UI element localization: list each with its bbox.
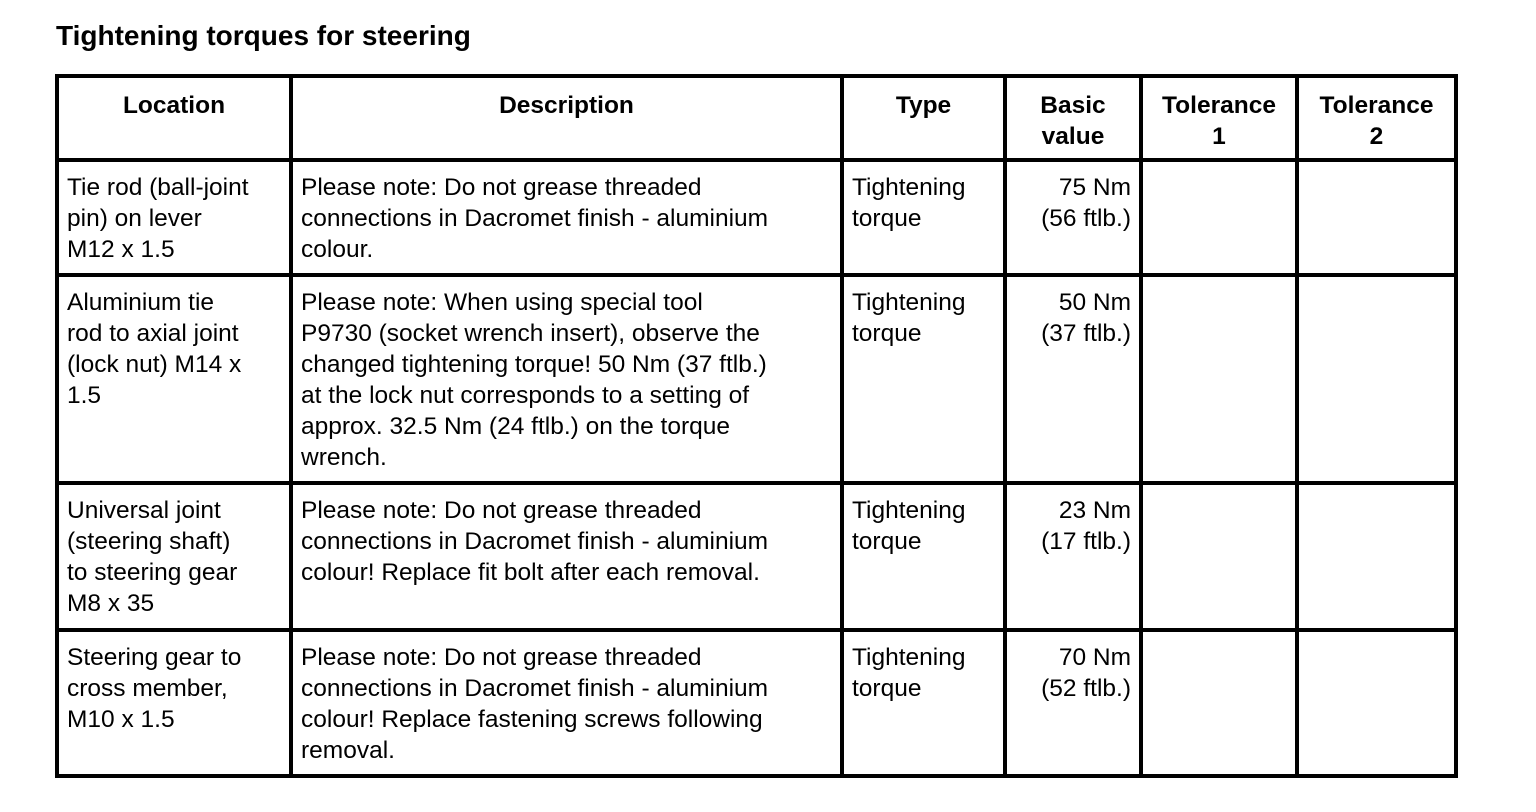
header-description: Description [291,76,842,160]
cell-basic-value: 23 Nm (17 ftlb.) [1005,483,1141,630]
table-row [57,275,1456,483]
cell-basic-value: 70 Nm (52 ftlb.) [1005,630,1141,776]
cell-type: Tightening torque [842,275,1005,483]
header-type: Type [842,76,1005,160]
cell-basic-value: 75 Nm (56 ftlb.) [1005,160,1141,275]
cell-location: Steering gear to cross member, M10 x 1.5 [57,630,291,776]
cell-tolerance-2 [1297,483,1456,630]
cell-tolerance-1 [1141,630,1297,776]
table-row [57,630,1456,776]
cell-description: Please note: Do not grease threaded connections in Dacromet finish - aluminium colour! Replace fit bolt after each removal. [291,483,842,630]
cell-basic-value: 50 Nm (37 ftlb.) [1005,275,1141,483]
header-tolerance-1: Tolerance 1 [1141,76,1297,160]
cell-location: Aluminium tie rod to axial joint (lock nut) M14 x 1.5 [57,275,291,483]
cell-type: Tightening torque [842,483,1005,630]
header-tolerance-2: Tolerance 2 [1297,76,1456,160]
cell-type: Tightening torque [842,160,1005,275]
torque-table [55,74,1458,778]
cell-tolerance-1 [1141,275,1297,483]
cell-description: Please note: Do not grease threaded connections in Dacromet finish - aluminium colour. [291,160,842,275]
cell-location: Universal joint (steering shaft) to steering gear M8 x 35 [57,483,291,630]
cell-tolerance-2 [1297,275,1456,483]
table-row [57,483,1456,630]
cell-tolerance-1 [1141,160,1297,275]
table-header-row [57,76,1456,160]
page-title: Tightening torques for steering [56,20,471,51]
cell-tolerance-2 [1297,160,1456,275]
cell-tolerance-2 [1297,630,1456,776]
header-location: Location [57,76,291,160]
cell-tolerance-1 [1141,483,1297,630]
cell-description: Please note: Do not grease threaded connections in Dacromet finish - aluminium colour! Replace fastening screws following removal. [291,630,842,776]
cell-type: Tightening torque [842,630,1005,776]
table-row [57,160,1456,275]
header-basic-value: Basic value [1005,76,1141,160]
cell-description: Please note: When using special tool P9730 (socket wrench insert), observe the changed tightening torque! 50 Nm (37 ftlb.) at the lock nut corresponds to a setting of approx. 32.5 Nm (24 ftlb.) on the torque wrench. [291,275,842,483]
cell-location: Tie rod (ball-joint pin) on lever M12 x 1.5 [57,160,291,275]
